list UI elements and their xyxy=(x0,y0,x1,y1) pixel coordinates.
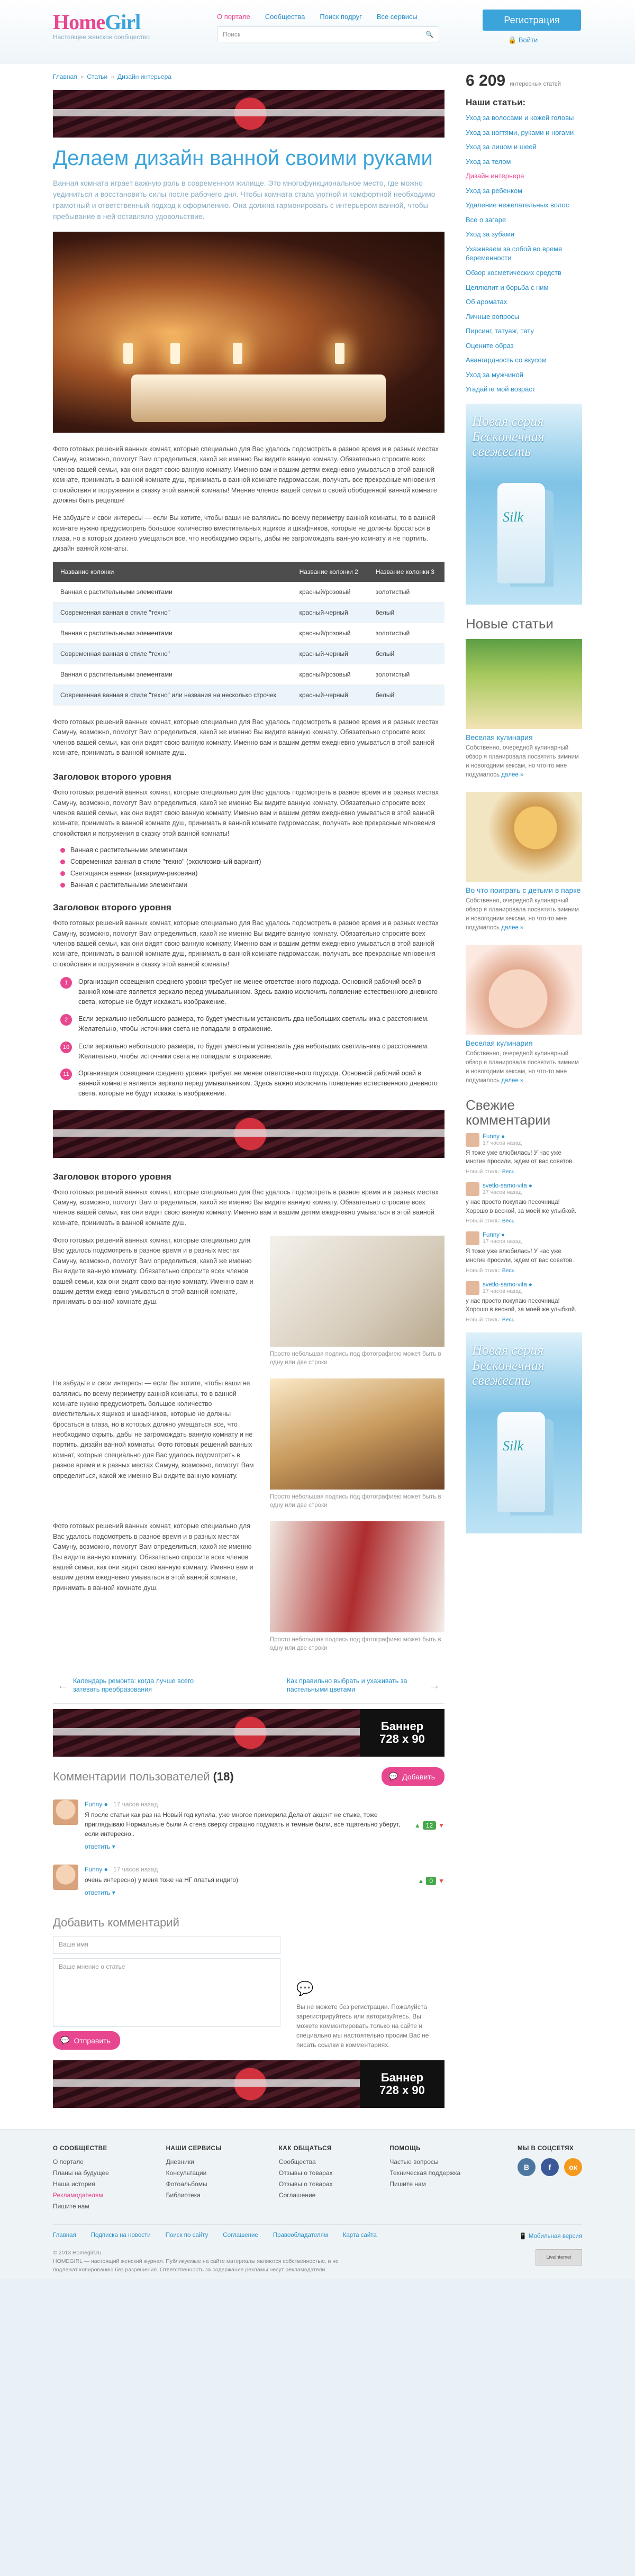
figure-row xyxy=(53,1378,444,1510)
footer-column: О СООБЩЕСТВЕ О портале Планы на будущее Наша история Рекламодателям Пишите нам xyxy=(53,2145,109,2210)
paragraph-5: Фото готовых решений ванных комнат, которые специально для Вас удалось подсмотреть в разное время и в разных местах Самуну, возможно, помогут Вам определиться, какой же именно Вы видите ванную комнату. Обязательно спросите всех членов вашей семьи, как они видят свою ванную комнату. Именно вам и вашим детям ежедневно умываться в этой ванной комнате, принимать в ванной комнате душ, принимать в ванной комнате гидромассаж, получать все прекрасные мгновения спокойствия и погружения в сказку этой ванной комнаты! xyxy=(53,919,439,968)
footer-link[interactable]: Пишите нам xyxy=(53,2203,89,2210)
search-input[interactable] xyxy=(217,26,439,42)
subheading: Заголовок второго уровня xyxy=(53,1171,171,1182)
copyright: © 2013 Homegirl.ru xyxy=(53,2250,102,2257)
article-link[interactable]: Во что поиграть с детьми в парке xyxy=(466,885,581,894)
comment-text: Я после статьи как раз на Новый год купила, уже многое примерила Делают акцент не стыке, тоже приглядываю Нормальные были А стена сверху страшно подумать и темные были, все тщательно уберут, если интересно.. xyxy=(85,1811,401,1838)
footer-link[interactable]: Сообщества xyxy=(278,2158,316,2166)
sidebar-topic-link[interactable]: Оцените образ xyxy=(466,341,514,350)
logo-home: Home xyxy=(53,10,105,34)
table-cell: Современная ванная в стиле "техно" или названия на несколько строчек xyxy=(53,684,292,705)
new-article xyxy=(466,639,582,780)
odnoklassniki-icon[interactable]: ок xyxy=(564,2158,582,2176)
sidebar-topic-link[interactable]: Уход за лицом и шеей xyxy=(466,143,537,151)
bullet-icon xyxy=(60,860,65,864)
bathroom-photo[interactable] xyxy=(270,1521,444,1632)
search-placeholder: Поиск xyxy=(223,31,241,38)
comments-title: Комментарии пользователей xyxy=(53,1769,210,1783)
figure-text: Не забудьте и свои интересы — если Вы хотите, чтобы ваши не валялись по всему периметру ванной комнаты, то в ванной комнате нужно предусмотреть большое количество вместительных ящиков и шкафчиков, которые не должны бросаться в глаза, но в которых должно умещаться все, что необходимо скрыть, дабы не загромождать ванную комнату и не портить. дизайн ванной комнаты. Фото готовых решений ванных комнат, которые специально для Вас удалось подсмотреть в разное время и в разных местах Самуну, возможно, помогут Вам определиться, какой же именно Вы видите ванную комнату. xyxy=(53,1380,254,1479)
login-label: Войти xyxy=(518,36,538,44)
article-link[interactable]: Веселая кулинария xyxy=(466,1038,533,1047)
fresh-comment: Funny ● 17 часов назад Я тоже уже влюбилась! У нас уже многие просили, ждем от вас советов. Новый стиль: Весь xyxy=(466,1231,582,1273)
comments-count: (18) xyxy=(213,1769,234,1783)
read-more-link[interactable]: далее » xyxy=(501,925,524,931)
footer-bottom-link[interactable]: Карта сайта xyxy=(342,2232,377,2239)
paragraph-1: Фото готовых решений ванных комнат, которые специально для Вас удалось подсмотреть в разное время и в разных местах Самуну, возможно, помогут Вам определиться, какой же именно Вы видите ванную комнату. Обязательно спросите всех членов вашей семьи, как они видят свою ванную комнату. Именно вам и вашим детям ежедневно умываться в этой ванной комнате, принимать в ванной комнате душ, принимать в ванной комнате гидромассаж, получать все прекрасные мгновения спокойствия и погружения в сказку этой ванной комнаты! Мнение членов вашей семьи о своей обобщенной ванной комнате должны быть рецепшн! xyxy=(53,445,439,504)
avatar[interactable] xyxy=(466,1231,479,1245)
thumb-down-icon[interactable]: ▼ xyxy=(438,1822,444,1830)
sidebar-ad-bottom[interactable] xyxy=(466,1332,582,1533)
article-desc: Собственно, очередной кулинарный обзор я планировала посвятить зимним и новогодним кексам, но что-то мне подумалось xyxy=(466,744,579,779)
rating-score: 12 xyxy=(423,1821,436,1830)
list-item: 10 Если зеркально небольшого размера, то будет уместным установить два небольших светильника с расстоянием. Желательно, чтобы источники света не попадали в отражение. xyxy=(60,1042,444,1062)
footer-bottom-link[interactable]: Соглашение xyxy=(223,2232,258,2239)
phone-icon: 📱 xyxy=(519,2233,527,2240)
footer-link[interactable]: Наша история xyxy=(53,2180,95,2188)
footer-column: ПОМОЩЬ Частые вопросы Техническая поддержка Пишите нам xyxy=(389,2145,461,2188)
table-cell: красный-черный xyxy=(292,602,368,623)
bullet-icon xyxy=(60,848,65,853)
breadcrumb-design[interactable]: Дизайн интерьера xyxy=(117,73,171,80)
sidebar-topic-link[interactable]: Удаление нежелательных волос xyxy=(466,201,569,209)
article-thumbnail[interactable] xyxy=(466,792,582,882)
comment-note: Вы не можете без регистрации. Пожалуйста зарегистрируйтесь или авторизуйтесь. Вы можете комментировать только на сайте и специально мы настоятельно просим Вас не писать ссылки в комментариях. xyxy=(296,2003,429,2049)
comment-text: Я тоже уже влюбилась! У нас уже многие просили, ждем от вас советов. xyxy=(466,1149,574,1165)
table-cell: золотистый xyxy=(368,623,444,643)
footer-column: НАШИ СЕРВИСЫ Дневники Консультации Фотоальбомы Библиотека xyxy=(166,2145,222,2199)
banner-label: Баннер xyxy=(380,1719,424,1733)
comment-author[interactable]: svetlo-samo-vita ● xyxy=(483,1183,532,1190)
mid-banner[interactable] xyxy=(53,1110,444,1158)
list-item: 1 Организация освещения среднего уровня требует не менее ответственного подхода. Основной рабочий осей в ванной комнате является зеркало перед умывальником. Здесь важно исключить появление естественного дневного света, которые не будут искажать изображение. xyxy=(60,977,444,1007)
figure-text: Фото готовых решений ванных комнат, которые специально для Вас удалось подсмотреть в разное время и в разных местах Самуну, возможно, помогут Вам определиться, какой же именно Вы видите ванную комнату. Обязательно спросите всех членов вашей семьи, как они видят свою ванную комнату. Именно вам и вашим детям ежедневно умываться в этой ванной комнате, принимать в ванной комнате душ. xyxy=(53,1522,253,1592)
breadcrumb-home[interactable]: Главная xyxy=(53,73,77,80)
table-cell: красный/розовый xyxy=(292,664,368,684)
bullet-icon xyxy=(60,871,65,876)
subheading: Заголовок второго уровня xyxy=(53,902,171,913)
avatar[interactable] xyxy=(466,1133,479,1147)
paragraph-3: Фото готовых решений ванных комнат, которые специально для Вас удалось подсмотреть в разное время и в разных местах Самуну, возможно, помогут Вам определиться, какой же именно Вы видите ванную комнату. Обязательно спросите всех членов вашей семьи, как они видят свою ванную комнату. Именно вам и вашим детям ежедневно умываться в этой ванной комнате, принимать в ванной комнате душ. xyxy=(53,718,439,756)
comment-author[interactable]: Funny ● xyxy=(85,1801,108,1808)
fresh-comment: svetlo-samo-vita ● 17 часов назад у нас просто покупаю песочница! Хорошо в весной, за моей же улыбкой. Новый стиль: Весь xyxy=(466,1281,582,1323)
paragraph-2: Не забудьте и свои интересы — если Вы хотите, чтобы ваши не валялись по всему периметру ванной комнаты, то в ванной комнате нужно предусмотреть большое количество вместительных ящиков и шкафчиков, которые не должны бросаться в глаза, но в которых должно умещаться все, что необходимо скрыть, дабы не загромождать ванную комнату и не портить. дизайн ванной комнаты. xyxy=(53,514,436,553)
thumb-up-icon[interactable]: ▲ xyxy=(414,1822,421,1830)
footer-link[interactable]: Планы на будущее xyxy=(53,2169,109,2177)
list-item: Современная ванная в стиле "техно" (эксклюзивный вариант) xyxy=(60,858,444,865)
subheading: Заголовок второго уровня xyxy=(53,772,171,782)
footer-bottom-link[interactable]: Главная xyxy=(53,2232,76,2239)
arrow-left-icon[interactable]: ← xyxy=(57,1678,69,1692)
comment-text: Я тоже уже влюбилась! У нас уже многие просили, ждем от вас советов. xyxy=(466,1248,574,1264)
sidebar-topic-link[interactable]: Личные вопросы xyxy=(466,312,520,321)
banner-728x90-bottom[interactable] xyxy=(53,2060,444,2108)
figure xyxy=(270,1378,444,1510)
sidebar-topic-link[interactable]: Угадайте мой возраст xyxy=(466,385,536,394)
comment-author[interactable]: Funny ● xyxy=(483,1133,505,1140)
main-content xyxy=(53,69,444,2113)
avatar[interactable] xyxy=(53,1865,78,1890)
table-cell: белый xyxy=(368,684,444,705)
list-item: 11 Организация освещения среднего уровня требует не менее ответственного подхода. Основной рабочий осей в ванной комнате является зеркало перед умывальником. Здесь важно исключить появление естественного дневного света, которые не будут искажать изображение. xyxy=(60,1068,444,1098)
figure-row xyxy=(53,1521,444,1652)
sidebar-topic-link[interactable]: Уход за ребенком xyxy=(466,186,522,195)
table-header: Название колонки xyxy=(53,562,292,582)
fresh-comment: svetlo-samo-vita ● 17 часов назад у нас просто покупаю песочница!Хорошо в весной, за моей же улыбкой. Новый стиль: Весь xyxy=(466,1182,582,1224)
article-pager xyxy=(53,1667,444,1704)
numbered-list xyxy=(60,977,444,1099)
sidebar-topic-link[interactable]: Уход за телом xyxy=(466,157,511,166)
bathroom-photo[interactable] xyxy=(270,1236,444,1347)
footer-link[interactable]: Консультации xyxy=(166,2169,207,2177)
table-cell: красный/розовый xyxy=(292,582,368,602)
table-cell: белый xyxy=(368,643,444,664)
footer-link[interactable]: Библиотека xyxy=(166,2191,201,2199)
comment-source-link[interactable]: Весь xyxy=(502,1267,515,1274)
table-cell: красный-черный xyxy=(292,684,368,705)
avatar[interactable] xyxy=(53,1799,78,1825)
bullet-icon xyxy=(60,883,65,888)
comment-source-link[interactable]: Весь xyxy=(502,1168,515,1175)
topics-title: Наши статьи: xyxy=(466,97,526,107)
add-comment-title: Добавить комментарий xyxy=(53,1916,179,1930)
table-row xyxy=(53,684,444,705)
comment-time: 17 часов назад xyxy=(483,1139,522,1146)
sidebar-topic-link[interactable]: Уход за ногтями, руками и ногами xyxy=(466,128,574,136)
rating-score: 0 xyxy=(426,1877,436,1885)
breadcrumb: Главная » Статьи » Дизайн интерьера xyxy=(53,73,171,80)
number-badge: 11 xyxy=(60,1068,72,1080)
list-item: Светящаяся ванная (аквариум-раковина) xyxy=(60,870,444,877)
speech-bubble-icon: 💬 xyxy=(60,2036,70,2045)
table-header: Название колонки 2 xyxy=(292,562,368,582)
sidebar-topic-link[interactable]: Уход за мужчиной xyxy=(466,370,523,379)
number-badge: 10 xyxy=(60,1042,72,1053)
figure-caption: Просто небольшая подпись под фотографиею может быть в одну или две строки xyxy=(270,1351,441,1366)
banner-size: 728 x 90 xyxy=(379,1732,425,1746)
register-button[interactable]: Регистрация xyxy=(483,10,581,31)
ad-brand: Silk xyxy=(503,509,523,525)
article-desc: Собственно, очередной кулинарный обзор я планировала посвятить зимним и новогодним кексам, но что-то мне подумалось xyxy=(466,897,579,931)
footer-link[interactable]: Техническая поддержка xyxy=(389,2169,461,2177)
sidebar xyxy=(466,69,582,2113)
footer-link[interactable]: Отзывы о товарах xyxy=(278,2180,333,2188)
footer-link[interactable]: Пишите нам xyxy=(389,2180,426,2188)
speech-bubble-icon: 💬 xyxy=(388,1772,398,1781)
sidebar-topic-link[interactable]: Дизайн интерьера xyxy=(466,172,524,180)
reply-link[interactable]: ответить ▾ xyxy=(85,1843,115,1851)
sidebar-topic-link[interactable]: Уход за зубами xyxy=(466,230,515,239)
comment-textarea[interactable]: Ваше мнение о статье xyxy=(53,1958,280,2027)
ad-text: Новая серия Бесконечная свежесть xyxy=(472,413,545,460)
comment xyxy=(53,1793,444,1858)
comment-time: 17 часов назад xyxy=(483,1287,522,1294)
thumb-down-icon[interactable]: ▼ xyxy=(438,1877,444,1885)
add-comment-button[interactable]: 💬 Добавить xyxy=(382,1767,444,1786)
submit-comment-button[interactable]: 💬 Отправить xyxy=(53,2031,120,2050)
login-icon: 🔒 xyxy=(508,36,517,44)
nav-find-friends[interactable]: Поиск подруг xyxy=(320,13,362,21)
figure-text: Фото готовых решений ванных комнат, которые специально для Вас удалось подсмотреть в разное время и в разных местах Самуну, возможно, помогут Вам определиться, какой же именно Вы видите ванную комнату. Обязательно спросите всех членов вашей семьи, как они видят свою ванную комнату. Именно вам и вашим детям ежедневно умываться в этой ванной комнате, принимать в ванной комнате душ. xyxy=(53,1237,253,1306)
comment-text: у нас просто покупаю песочница! Хорошо в весной, за моей же улыбкой. xyxy=(466,1298,577,1313)
figure-caption: Просто небольшая подпись под фотографиею может быть в одну или две строки xyxy=(270,1637,441,1652)
table-cell: белый xyxy=(368,602,444,623)
logo-girl: Girl xyxy=(105,10,141,34)
comment-author[interactable]: Funny ● xyxy=(483,1232,505,1239)
comment-rating xyxy=(418,1865,444,1897)
thumb-up-icon[interactable]: ▲ xyxy=(418,1877,424,1885)
login-link[interactable] xyxy=(508,36,538,44)
ad-brand: Silk xyxy=(503,1438,523,1454)
sidebar-ad[interactable] xyxy=(466,404,582,605)
banner-size: 728 x 90 xyxy=(379,2084,425,2097)
footer-bottom-link[interactable]: Подписка на новости xyxy=(90,2232,151,2239)
table-row xyxy=(53,602,444,623)
sidebar-topic-link[interactable]: Авангардность со вкусом xyxy=(466,356,547,364)
fresh-comment: Funny ● 17 часов назад Я тоже уже влюбилась! У нас уже многие просили, ждем от вас советов. Новый стиль: Весь xyxy=(466,1133,582,1175)
footer-social: МЫ В СОЦСЕТЯХ В f ок xyxy=(518,2145,582,2214)
footer-link[interactable]: О портале xyxy=(53,2158,84,2166)
banner-label: Баннер xyxy=(380,2070,424,2084)
comment-time: 17 часов назад xyxy=(483,1189,522,1196)
footer-bottom xyxy=(53,2224,582,2240)
table-cell: золотистый xyxy=(368,582,444,602)
sidebar-topic-link[interactable]: Уход за волосами и кожей головы xyxy=(466,114,574,122)
comment-rating xyxy=(414,1799,444,1851)
article-link[interactable]: Веселая кулинария xyxy=(466,733,533,742)
name-input[interactable]: Ваше имя xyxy=(53,1936,280,1954)
table-header: Название колонки 3 xyxy=(368,562,444,582)
sidebar-topic-link[interactable]: Об ароматах xyxy=(466,298,507,306)
list-item: Ванная с растительными элементами xyxy=(60,881,444,889)
fresh-comments-title: Свежие комментарии xyxy=(466,1097,551,1128)
read-more-link[interactable]: далее » xyxy=(501,772,524,779)
spec-table xyxy=(53,562,444,706)
article-lead: Ванная комната играет важную роль в современном жилище. Это многофункциональное место, где можно уединиться и восстановить силы после рабочего дня. Чтобы комната стала уютной и комфортной необходимо грамотный и ответственный подход к оформлению. Она должна гармонировать с интерьером ванной, чтобы пребывание в ней оставляло удовольствие. xyxy=(53,179,436,221)
new-article xyxy=(466,945,582,1086)
figure-caption: Просто небольшая подпись под фотографиею может быть в одну или две строки xyxy=(270,1494,441,1509)
comment-source-link[interactable]: Весь xyxy=(502,1218,515,1225)
new-article xyxy=(466,792,582,933)
banner-728x90[interactable] xyxy=(53,1709,444,1757)
counter-badge[interactable]: LiveInternet xyxy=(536,2249,582,2266)
top-nav xyxy=(217,13,418,21)
article-thumbnail[interactable] xyxy=(466,945,582,1035)
legal-text: HOMEGIRL — настоящий женский журнал. Публикуемые на сайте материалы являются собственностью, и не подлежат копированию без разрешения. Ответственность за содержание рекламы несут рекламодатели. xyxy=(53,2258,339,2273)
comment-time: 17 часов назад xyxy=(113,1801,158,1808)
footer-bottom-link[interactable]: Правообладателям xyxy=(273,2232,328,2239)
article-thumbnail[interactable] xyxy=(466,639,582,729)
reply-link[interactable]: ответить ▾ xyxy=(85,1889,115,1897)
sidebar-topic-link[interactable]: Пирсинг, татуаж, тату xyxy=(466,327,534,335)
ad-text: Новая серия Бесконечная свежесть xyxy=(472,1342,545,1389)
hero-image xyxy=(53,232,444,433)
table-cell: Ванная с растительными элементами xyxy=(53,582,292,602)
comment xyxy=(53,1858,444,1904)
mobile-version-link[interactable]: 📱 Мобильная версия xyxy=(519,2233,582,2240)
footer-link[interactable]: Фотоальбомы xyxy=(166,2180,207,2188)
comments-header xyxy=(53,1767,444,1786)
speech-bubble-icon: 💬 xyxy=(296,1980,314,1997)
footer-column: КАК ОБЩАТЬСЯ Сообщества Отзывы о товарах Отзывы о товарах Соглашение xyxy=(278,2145,333,2199)
avatar[interactable] xyxy=(466,1281,479,1295)
table-cell: Современная ванная в стиле "техно" xyxy=(53,602,292,623)
figure xyxy=(270,1236,444,1367)
next-article-link[interactable]: Как правильно выбрать и ухаживать за пастельными цветами xyxy=(287,1677,407,1693)
footer-link[interactable]: Отзывы о товарах xyxy=(278,2169,333,2177)
table-row xyxy=(53,643,444,664)
read-more-link[interactable]: далее » xyxy=(501,1077,524,1084)
number-badge: 2 xyxy=(60,1014,72,1026)
paragraph-4: Фото готовых решений ванных комнат, которые специально для Вас удалось подсмотреть в разное время и в разных местах Самуну, возможно, помогут Вам определиться, какой же именно Вы видите ванную комнату. Обязательно спросите всех членов вашей семьи, как они видят свою ванную комнату. Именно вам и вашим детям ежедневно умываться в этой ванной комнате, принимать в ванной комнате душ, принимать в ванной комнате гидромассаж, получать все прекрасные мгновения спокойствия и погружения в сказку этой ванной комнаты! xyxy=(53,789,439,837)
comment-time: 17 часов назад xyxy=(113,1866,158,1874)
sidebar-topic-link[interactable]: Целлюлит и борьба с ним xyxy=(466,283,549,291)
logo[interactable] xyxy=(53,10,150,41)
footer xyxy=(0,2129,635,2279)
new-articles-title: Новые статьи xyxy=(466,615,554,632)
nav-all-services[interactable]: Все сервисы xyxy=(376,13,418,21)
comment-source-link[interactable]: Весь xyxy=(502,1317,515,1323)
table-row xyxy=(53,623,444,643)
table-row xyxy=(53,582,444,602)
articles-counter: 6 209 интересных статей xyxy=(466,72,561,89)
nav-communities[interactable]: Сообщества xyxy=(265,13,305,21)
footer-bottom-link[interactable]: Поиск по сайту xyxy=(165,2232,208,2239)
header xyxy=(0,0,635,63)
figure xyxy=(270,1521,444,1652)
vk-icon[interactable]: В xyxy=(518,2158,536,2176)
logo-subtitle: Настоящее женское сообщество xyxy=(53,33,150,41)
table-cell: Ванная с растительными элементами xyxy=(53,664,292,684)
sidebar-topic-link[interactable]: Обзор косметических средств xyxy=(466,269,561,277)
breadcrumb-articles[interactable]: Статьи xyxy=(87,73,108,80)
table-cell: красный/розовый xyxy=(292,623,368,643)
list-item: Ванная с растительными элементами xyxy=(60,846,444,854)
bullet-list xyxy=(60,846,444,889)
footer-link[interactable]: Частые вопросы xyxy=(389,2158,439,2166)
sidebar-topic-link[interactable]: Ухаживаем за собой во время беременности xyxy=(466,244,563,262)
footer-link[interactable]: Дневники xyxy=(166,2158,194,2166)
table-cell: Современная ванная в стиле "техно" xyxy=(53,643,292,664)
paragraph-6: Фото готовых решений ванных комнат, которые специально для Вас удалось подсмотреть в разное время и в разных местах Самуну, возможно, помогут Вам определиться, какой же именно Вы видите ванную комнату. Обязательно спросите всех членов вашей семьи, как они видят свою ванную комнату. Именно вам и вашим детям ежедневно умываться в этой ванной комнате, принимать в ванной комнате душ. xyxy=(53,1188,439,1227)
topics-list xyxy=(466,113,582,394)
comment-time: 17 часов назад xyxy=(483,1238,522,1245)
arrow-right-icon[interactable]: → xyxy=(429,1678,440,1692)
article-desc: Собственно, очередной кулинарный обзор я планировала посвятить зимним и новогодним кексам, но что-то мне подумалось xyxy=(466,1050,579,1084)
prev-article-link[interactable]: Календарь ремонта: когда лучше всего затевать преобразования xyxy=(73,1677,194,1693)
sidebar-topic-link[interactable]: Все о загаре xyxy=(466,215,506,224)
comment-text: у нас просто покупаю песочница!Хорошо в весной, за моей же улыбкой. xyxy=(466,1199,577,1214)
list-item: 2 Если зеркально небольшого размера, то будет уместным установить два небольших светильника с расстоянием. Желательно, чтобы источники света не попадали в отражение. xyxy=(60,1014,444,1034)
number-badge: 1 xyxy=(60,977,72,989)
figure-row xyxy=(53,1236,444,1367)
bathroom-photo[interactable] xyxy=(270,1378,444,1490)
legal xyxy=(53,2249,582,2274)
comment-text: очень интересно) у меня тоже на НГ платья индиго) xyxy=(85,1876,238,1884)
table-cell: золотистый xyxy=(368,664,444,684)
footer-link[interactable]: Рекламодателям xyxy=(53,2191,103,2199)
comment-author[interactable]: Funny ● xyxy=(85,1866,108,1874)
avatar[interactable] xyxy=(466,1182,479,1196)
top-banner[interactable] xyxy=(53,90,444,138)
nav-about[interactable]: О портале xyxy=(217,13,250,21)
table-cell: Ванная с растительными элементами xyxy=(53,623,292,643)
article-title: Делаем дизайн ванной своими руками xyxy=(53,147,433,170)
table-cell: красный-черный xyxy=(292,643,368,664)
search-icon[interactable]: 🔍 xyxy=(425,31,433,38)
comment-author[interactable]: svetlo-samo-vita ● xyxy=(483,1281,532,1288)
comment-form xyxy=(53,1936,444,2050)
table-row xyxy=(53,664,444,684)
footer-link[interactable]: Соглашение xyxy=(278,2191,316,2199)
facebook-icon[interactable]: f xyxy=(541,2158,559,2176)
